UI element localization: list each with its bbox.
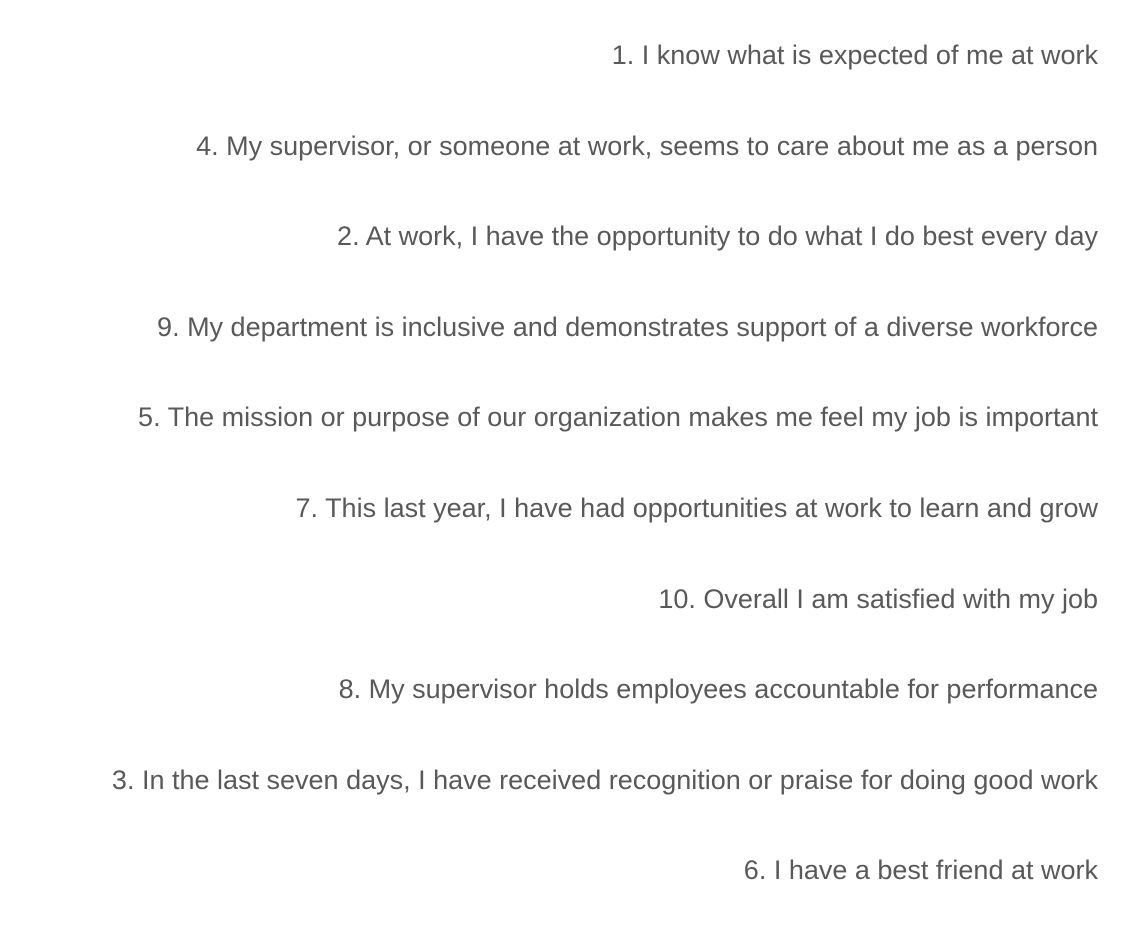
statement-item: 8. My supervisor holds employees accountable for performance [338, 674, 1098, 705]
statement-item: 1. I know what is expected of me at work [611, 40, 1098, 70]
statement-item: 2. At work, I have the opportunity to do what I do best every day [337, 221, 1098, 252]
statement-item: 3. In the last seven days, I have received recognition or praise for doing good work [111, 764, 1098, 795]
statement-list [0, 36, 1098, 942]
statement-item: 10. Overall I am satisfied with my job [658, 583, 1098, 614]
statement-item: 6. I have a best friend at work [743, 855, 1098, 886]
statement-item: 9. My department is inclusive and demonstrates support of a diverse workforce [157, 311, 1098, 342]
statement-item: 7. This last year, I have had opportunities at work to learn and grow [295, 492, 1098, 523]
statement-item: 5. The mission or purpose of our organization makes me feel my job is important [138, 402, 1098, 433]
statement-item: 4. My supervisor, or someone at work, seems to care about me as a person [196, 130, 1098, 161]
